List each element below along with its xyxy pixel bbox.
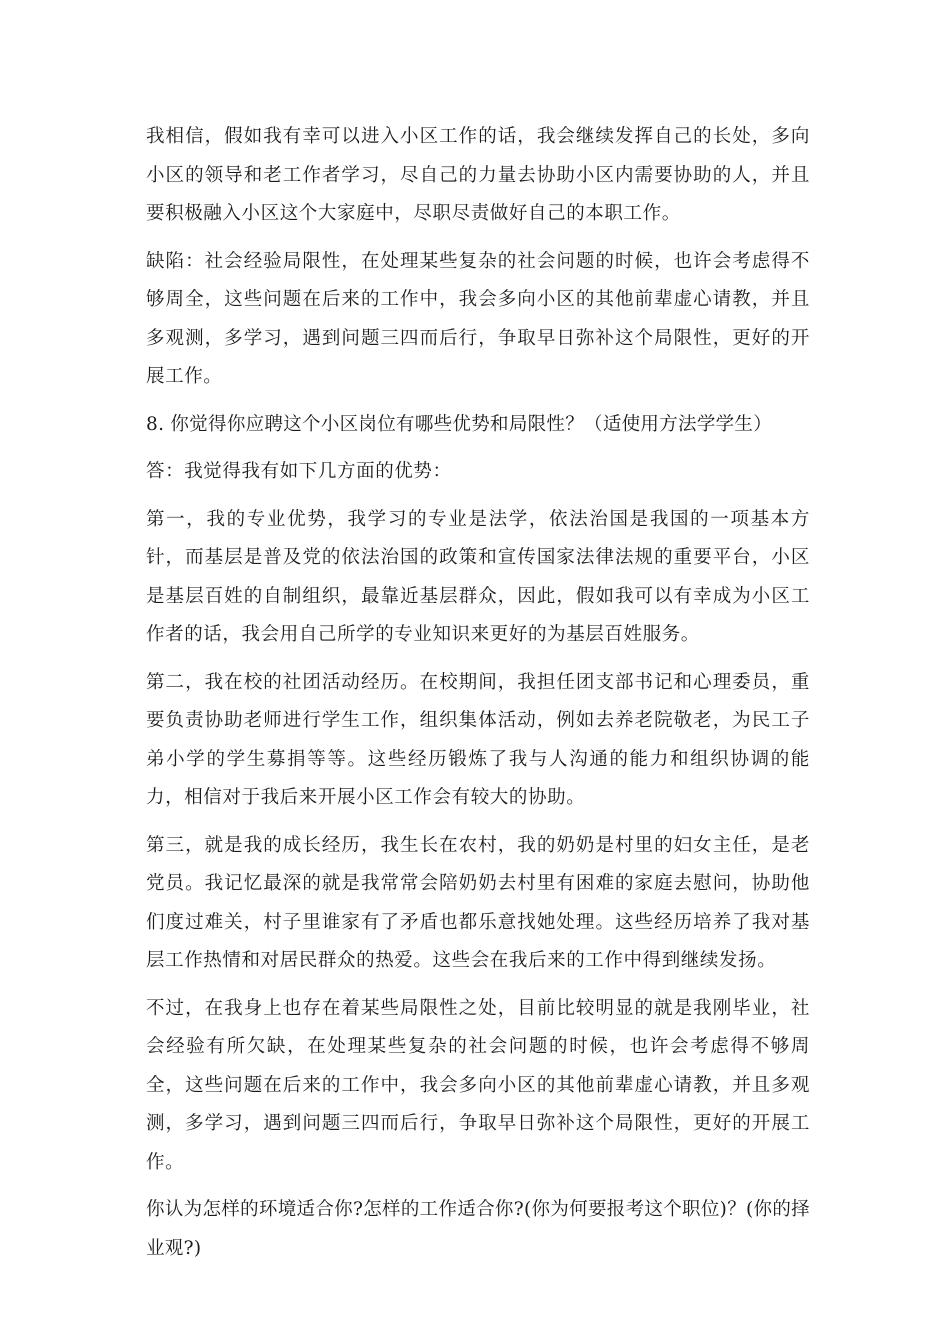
- paragraph-first-advantage: 第一，我的专业优势，我学习的专业是法学，依法治国是我国的一项基本方针，而基层是普及党的依法治国的政策和宣传国家法律法规的重要平台，小区是基层百姓的自制组织，最靠近基层群众，因此，假如我可以有幸成为小区工作者的话，我会用自己所学的专业知识来更好的为基层百姓服务。: [146, 508, 810, 645]
- answer-intro: 答：我觉得我有如下几方面的优势：: [146, 461, 452, 482]
- paragraph-weakness: 缺陷：社会经验局限性，在处理某些复杂的社会问题的时候，也许会考虑得不够周全，这些问题在后来的工作中，我会多向小区的其他前辈虚心请教，并且多观测，多学习，遇到问题三四而后行，争取早日弥补这个局限性，更好的开展工作。: [146, 250, 810, 387]
- paragraph-third-advantage: 第三，就是我的成长经历，我生长在农村，我的奶奶是村里的妇女主任，是老党员。我记忆最深的就是我常常会陪奶奶去村里有困难的家庭去慰问，协助他们度过难关，村子里谁家有了矛盾也都乐意找她处理。这些经历培养了我对基层工作热情和对居民群众的热爱。这些会在我后来的工作中得到继续发扬。: [146, 834, 810, 971]
- paragraph-commitment: 我相信，假如我有幸可以进入小区工作的话，我会继续发挥自己的长处，多向小区的领导和老工作者学习，尽自己的力量去协助小区内需要协助的人，并且要积极融入小区这个大家庭中，尽职尽责做好自己的本职工作。: [146, 126, 810, 224]
- paragraph-limitations: 不过，在我身上也存在着某些局限性之处，目前比较明显的就是我刚毕业，社会经验有所欠缺，在处理某些复杂的社会问题的时候，也许会考虑得不够周全，这些问题在后来的工作中，我会多向小区的其他前辈虚心请教，并且多观测，多学习，遇到问题三四而后行，争取早日弥补这个局限性，更好的开展工作。: [146, 997, 810, 1173]
- paragraph-second-advantage: 第二，我在校的社团活动经历。在校期间，我担任团支部书记和心理委员，重要负责协助老师进行学生工作，组织集体活动，例如去养老院敬老，为民工子弟小学的学生募捐等等。这些经历锻炼了我与人沟通的能力和组织协调的能力，相信对于我后来开展小区工作会有较大的协助。: [146, 671, 810, 808]
- document-body: [146, 118, 810, 1277]
- question-next: 你认为怎样的环境适合你?怎样的工作适合你?(你为何要报考这个职位)？(你的择业观?): [146, 1199, 810, 1259]
- question-8: 8. 你觉得你应聘这个小区岗位有哪些优势和局限性？（适使用方法学学生）: [146, 413, 773, 435]
